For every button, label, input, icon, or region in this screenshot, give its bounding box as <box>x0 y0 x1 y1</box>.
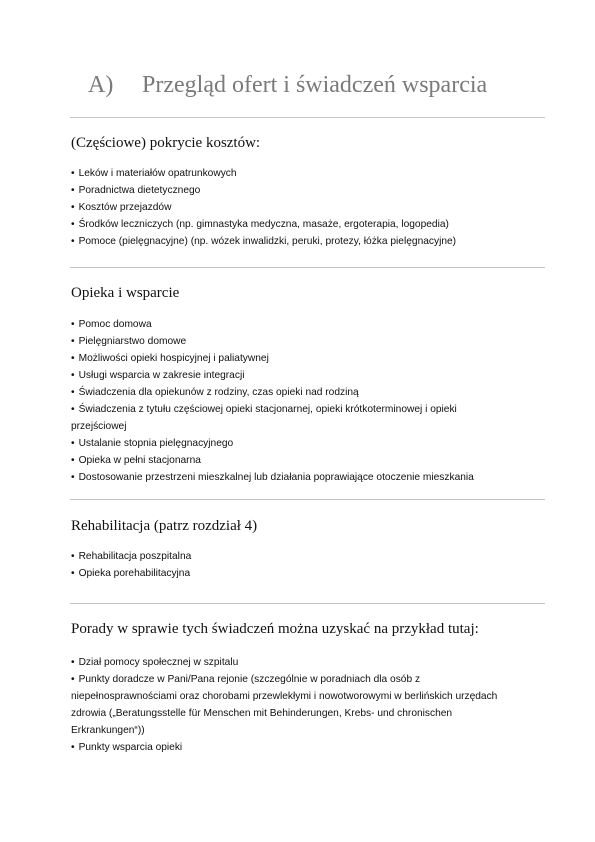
heading-title: Przegląd ofert i świadczeń wsparcia <box>142 72 488 98</box>
list-item: • Świadczenia dla opiekunów z rodziny, czas opieki nad rodziną <box>71 387 359 398</box>
page-heading <box>88 70 487 100</box>
divider <box>70 499 545 500</box>
list-item: • Dział pomocy społecznej w szpitalu <box>71 657 239 668</box>
list-item: • Usługi wsparcia w zakresie integracji <box>71 370 245 381</box>
heading-number: A) <box>88 72 114 98</box>
divider <box>70 603 545 604</box>
section-title: Rehabilitacja (patrz rozdział 4) <box>71 518 258 534</box>
section-title: (Częściowe) pokrycie kosztów: <box>71 135 261 151</box>
section-rehabilitation <box>71 517 541 582</box>
care-support-list <box>71 316 541 486</box>
list-item: • Opieka w pełni stacjonarna <box>71 455 201 466</box>
list-item: • Kosztów przejazdów <box>71 202 172 213</box>
cost-coverage-list <box>71 165 541 250</box>
section-title: Porady w sprawie tych świadczeń można uzyskać na przykład tutaj: <box>71 621 479 637</box>
list-item: • Pomoce (pielęgnacyjne) (np. wózek inwalidzki, peruki, protezy, łóżka pielęgnacyjne) <box>71 236 457 247</box>
list-item: • Środków leczniczych (np. gimnastyka medyczna, masaże, ergoterapia, logopedia) <box>71 219 449 230</box>
divider <box>70 117 545 118</box>
list-item: • Punkty doradcze w Pani/Pana rejonie (szczególnie w poradniach dla osób z niepełnosprawnościami oraz chorobami przewlekłymi i nowotworowymi w berlińskich urzędach zdrowia („Beratungsstelle für Menschen mit Behinderungen, Krebs- und chronischen Erkrankungen“)) <box>71 674 498 736</box>
list-item: • Punkty wsparcia opieki <box>71 742 183 753</box>
list-item: • Ustalanie stopnia pielęgnacyjnego <box>71 438 234 449</box>
list-item: • Możliwości opieki hospicyjnej i paliatywnej <box>71 353 269 364</box>
rehabilitation-list <box>71 548 541 582</box>
list-item: • Świadczenia z tytułu częściowej opieki stacjonarnej, opieki krótkoterminowej i opieki przejściowej <box>71 404 457 432</box>
section-cost-coverage <box>71 134 541 250</box>
section-care-support <box>71 284 541 486</box>
divider <box>70 267 545 268</box>
list-item: • Pomoc domowa <box>71 319 152 330</box>
section-title: Opieka i wsparcie <box>71 285 180 301</box>
section-advice <box>71 620 541 756</box>
list-item: • Poradnictwa dietetycznego <box>71 185 201 196</box>
list-item: • Pielęgniarstwo domowe <box>71 336 187 347</box>
list-item: • Dostosowanie przestrzeni mieszkalnej lub działania poprawiające otoczenie mieszkania <box>71 472 474 483</box>
list-item: • Leków i materiałów opatrunkowych <box>71 168 237 179</box>
list-item: • Rehabilitacja poszpitalna <box>71 551 192 562</box>
advice-list <box>71 654 541 756</box>
list-item: • Opieka porehabilitacyjna <box>71 568 191 579</box>
